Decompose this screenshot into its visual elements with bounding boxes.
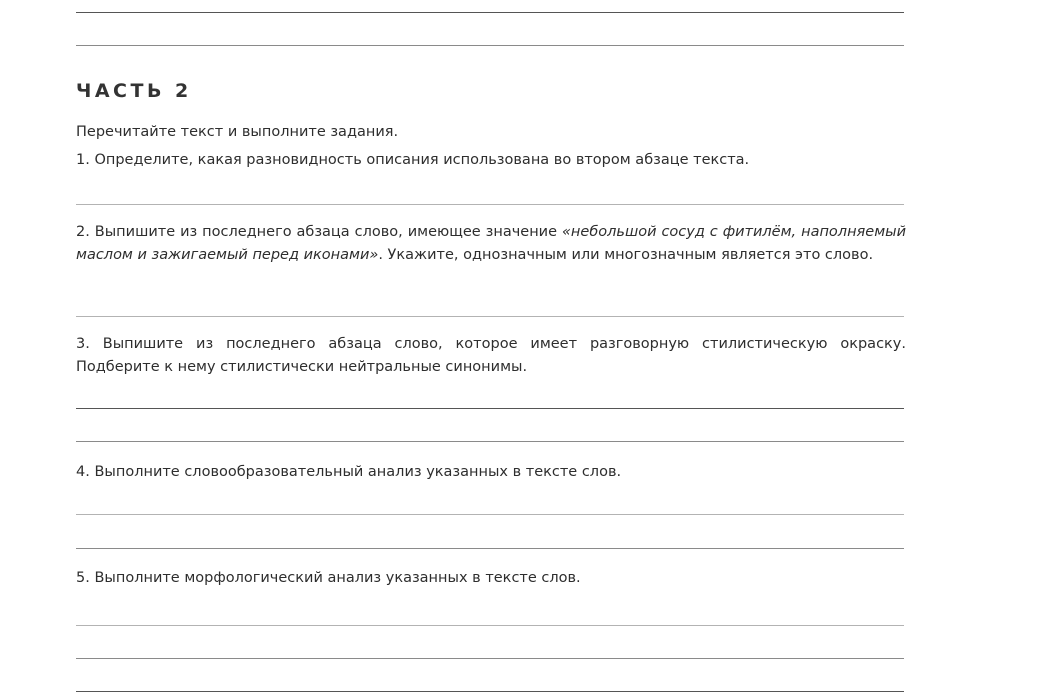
task-3-answer-line[interactable] xyxy=(76,408,904,409)
task-2-text xyxy=(76,221,906,267)
task-3-answer-line[interactable] xyxy=(76,441,904,442)
answer-line[interactable] xyxy=(76,45,904,46)
task-2-quote: «небольшой сосуд с фитилём, наполняемый маслом и зажигаемый перед иконами» xyxy=(76,224,907,263)
task-5-answer-line[interactable] xyxy=(76,691,904,692)
task-1-text: 1. Определите, какая разновидность описания использована во втором абзаце текста. xyxy=(76,152,750,168)
task-1-answer-line[interactable] xyxy=(76,204,904,205)
task-3-text: 3. Выпишите из последнего абзаца слово, которое имеет разговорную стилистическую окраску. Подберите к нему стилистически нейтральные синонимы. xyxy=(76,336,906,375)
section-intro: Перечитайте текст и выполните задания. xyxy=(76,124,399,140)
task-4-answer-line[interactable] xyxy=(76,514,904,515)
task-2-suffix: . Укажите, однозначным или многозначным является это слово. xyxy=(378,247,874,263)
section-heading: ЧАСТЬ 2 xyxy=(76,80,192,102)
task-2-answer-line[interactable] xyxy=(76,316,904,317)
task-4-text: 4. Выполните словообразовательный анализ указанных в тексте слов. xyxy=(76,464,622,480)
task-4-answer-line[interactable] xyxy=(76,548,904,549)
task-5-answer-line[interactable] xyxy=(76,658,904,659)
answer-line[interactable] xyxy=(76,12,904,13)
task-5-answer-line[interactable] xyxy=(76,625,904,626)
task-2-prefix: 2. Выпишите из последнего абзаца слово, имеющее значение xyxy=(76,224,562,240)
task-5-text: 5. Выполните морфологический анализ указанных в тексте слов. xyxy=(76,570,581,586)
